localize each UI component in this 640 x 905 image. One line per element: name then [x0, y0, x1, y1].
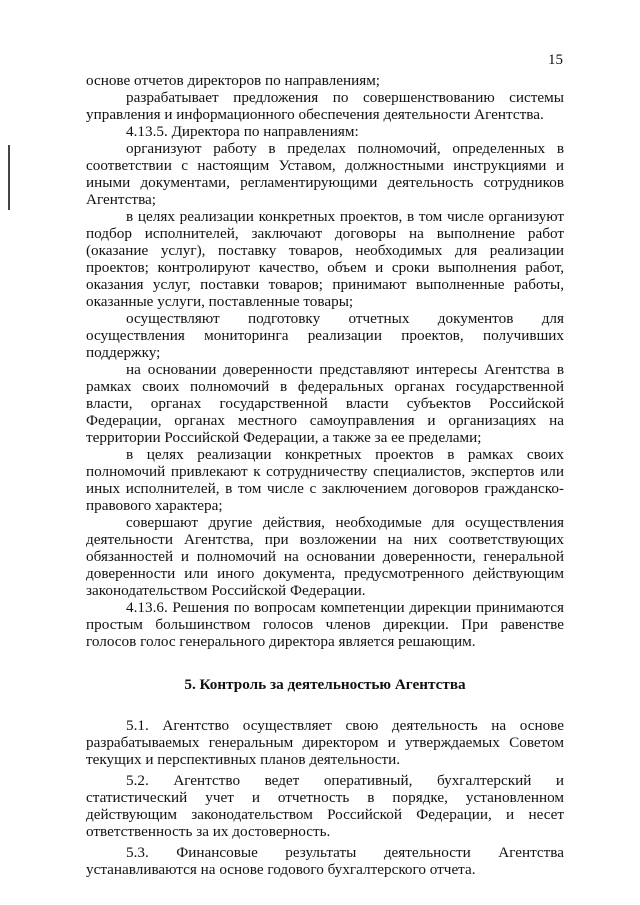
paragraph: в целях реализации конкретных проектов в рамках своих полномочий привлекают к сотрудничеству специалистов, экспертов или иных исполнителей, в том числе с заключением договоров гражданско-правового характера;: [86, 446, 564, 514]
paragraph: основе отчетов директоров по направлениям;: [86, 72, 381, 89]
section-heading: 5. Контроль за деятельностью Агентства: [184, 676, 466, 693]
paragraph: 5.2. Агентство ведет оперативный, бухгалтерский и статистический учет и отчетность в порядке, установленном действующим законодательством Российской Федерации, и несет ответственность за их достоверность.: [86, 772, 564, 840]
paragraph: разрабатывает предложения по совершенствованию системы управления и информационного обеспечения деятельности Агентства.: [86, 89, 564, 123]
clause-heading: 4.13.5. Директора по направлениям:: [126, 123, 359, 140]
paragraph: 4.13.6. Решения по вопросам компетенции дирекции принимаются простым большинством голосов членов дирекции. При равенстве голосов голос генерального директора является решающим.: [86, 599, 564, 650]
paragraph: в целях реализации конкретных проектов, в том числе организуют подбор исполнителей, заключают договоры на выполнение работ (оказание услуг), поставку товаров, необходимых для реализации проектов; контролируют качество, объем и сроки выполнения работ, оказания услуг, поставки товаров; принимают выполненные работы, оказанные услуги, поставленные товары;: [86, 208, 564, 310]
paragraph: на основании доверенности представляют интересы Агентства в рамках своих полномочий в федеральных органах государственной власти, органах государственной власти субъектов Российской Федерации, органах местного самоуправления и организациях на территории Российской Федерации, а также за ее пределами;: [86, 361, 564, 446]
paragraph: осуществляют подготовку отчетных документов для осуществления мониторинга реализации проектов, получивших поддержку;: [86, 310, 564, 361]
document-body: [86, 72, 564, 878]
page-number: 15: [548, 52, 563, 68]
paragraph: организуют работу в пределах полномочий, определенных в соответствии с настоящим Уставом, должностными инструкциями и иными документами, регламентирующими деятельность сотрудников Агентства;: [86, 140, 564, 208]
paragraph: 5.3. Финансовые результаты деятельности Агентства устанавливаются на основе годового бухгалтерского отчета.: [86, 844, 564, 878]
paragraph: 5.1. Агентство осуществляет свою деятельность на основе разрабатываемых генеральным директором и утверждаемых Советом текущих и перспективных планов деятельности.: [86, 717, 564, 768]
margin-mark: [8, 145, 10, 210]
paragraph: совершают другие действия, необходимые для осуществления деятельности Агентства, при возложении на них соответствующих обязанностей и полномочий на основании доверенности, генеральной доверенности или иного документа, предусмотренного действующим законодательством Российской Федерации.: [86, 514, 564, 599]
